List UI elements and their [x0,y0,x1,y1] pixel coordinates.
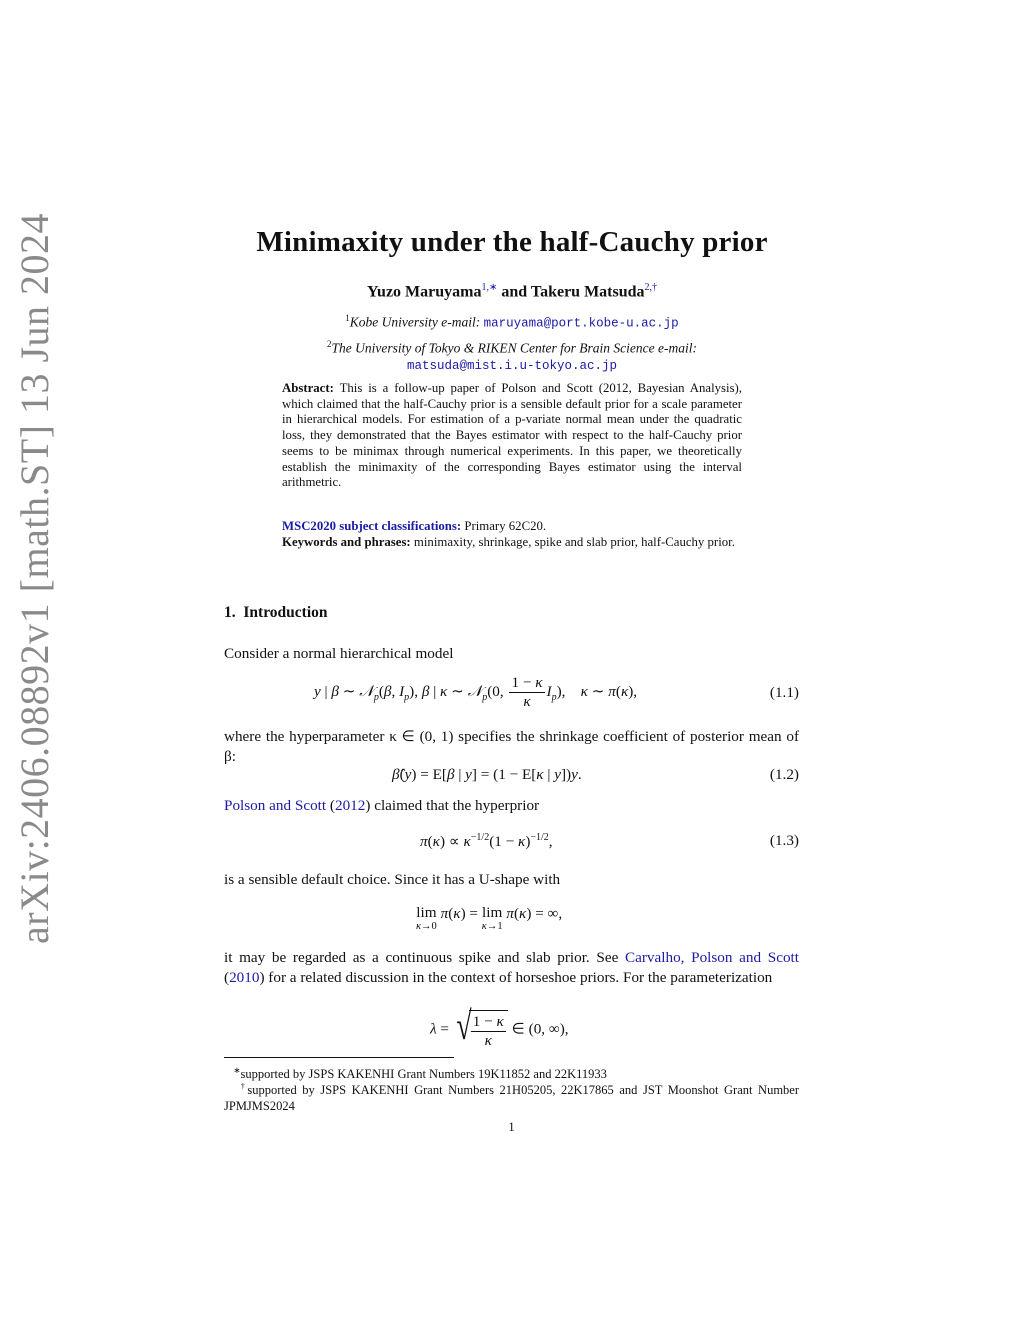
author-1: Yuzo Maruyama [366,283,482,301]
footnote-1-text: supported by JSPS KAKENHI Grant Numbers 19K11852 and 22K11933 [240,1067,607,1082]
section-heading [224,604,328,622]
keywords-value: minimaxity, shrinkage, spike and slab prior, half-Cauchy prior. [413,535,735,549]
equation-1-1-number: (1.1) [769,684,799,701]
affiliation-2-mark: 2 [327,339,332,349]
author-1-marks[interactable]: 1,∗ [481,282,498,293]
equation-lambda-formula: λ = √ $\frac{1 - \kappa}{\kappa}$ ∈ (0, ∞), [430,1003,569,1049]
equation-1-3 [224,832,799,854]
affiliation-1 [250,310,774,332]
affiliation-2-email[interactable]: matsuda@mist.i.u-tokyo.ac.jp [406,358,618,373]
footnote-2 [224,1078,799,1114]
footnote-2-mark: † [240,1081,248,1091]
author-conjunction: and [501,283,528,301]
equation-1-2-formula: β̂(y) = E[β | y] = (1 − E[κ | y])y. [392,766,582,783]
equation-1-1 [224,672,799,718]
equation-limit [224,905,799,939]
affiliation-1-email[interactable]: maruyama@port.kobe-u.ac.jp [483,316,679,331]
paragraph-5: it may be regarded as a continuous spike and slab prior. See Carvalho, Polson and Scott (2010) for a related discussion in the context of horseshoe priors. For the parameterization [224,949,799,986]
paragraph-2: where the hyperparameter κ ∈ (0, 1) specifies the shrinkage coefficient of posterior mean of β: [224,728,799,765]
equation-1-3-number: (1.3) [769,832,799,849]
section-title: Introduction [243,604,328,621]
footnote-2-text: supported by JSPS KAKENHI Grant Numbers 21H05205, 22K17865 and JST Moonshot Grant Number JPMJMS2024 [224,1083,800,1114]
msc-label[interactable]: MSC2020 subject classifications: [282,519,462,533]
affiliation-1-institution: Kobe University e-mail: [349,314,481,330]
equation-1-2 [224,766,799,788]
msc-value: Primary 62C20. [464,519,547,533]
affiliation-1-mark: 1 [345,313,350,323]
equation-lambda [224,1003,799,1054]
affiliation-2 [250,336,774,374]
footnote-1-mark: ∗ [233,1065,241,1075]
paragraph-3-text: claimed that the hyperprior [374,797,540,814]
citation-year-2012[interactable]: 2012 [334,797,366,814]
paper-title: Minimaxity under the half-Cauchy prior [256,226,768,258]
paragraph-5-post: for a related discussion in the context of horseshoe priors. For the parameterization [268,969,773,986]
paragraph-5-pre: it may be regarded as a continuous spike and slab prior. See [224,949,619,966]
author-2: Takeru Matsuda [530,283,645,301]
paragraph-3: Polson and Scott (2012) claimed that the hyperprior [224,797,540,814]
citation-polson-scott[interactable]: Polson and Scott [224,797,327,814]
msc-classification [282,519,742,535]
page-number: 1 [508,1119,515,1134]
paragraph-4: is a sensible default choice. Since it has a U-shape with [224,871,561,888]
equation-limit-formula: lim κ→0 π(κ) = lim κ→1 π(κ) = ∞, [416,904,563,932]
equation-1-1-formula: y | β ∼ 𝒩$_p$(β, $I_p$), β | κ ∼ 𝒩$_p$(0, $\frac{1 - \kappa}{\kappa}$ $I_p$), κ ∼ π(κ), [314,674,638,710]
abstract-text: This is a follow-up paper of Polson and Scott (2012, Bayesian Analysis), which claimed that the half-Cauchy prior is a sensible default prior for a scale parameter in hierarchical models. For estimation of a p-variate normal mean under the quadratic loss, they demonstrated that the Bayes estimator with respect to the half-Cauchy prior seems to be minimax through numerical experiments. In this paper, we theoretically establish the minimaxity of the corresponding Bayes estimator using the interval arithmetric. [282,381,743,490]
footnote-rule [224,1057,454,1058]
affiliation-2-institution: The University of Tokyo & RIKEN Center for Brain Science e-mail: [331,340,697,356]
abstract-label: Abstract: [282,381,334,395]
abstract [282,381,742,491]
author-2-marks[interactable]: 2,† [644,282,658,293]
author-line [150,282,874,301]
equation-1-3-formula: $\pi(\kappa) \propto \kappa^{-1/2}(1 - \kappa)^{-1/2}$, [420,832,553,851]
paragraph-1: Consider a normal hierarchical model [224,645,454,662]
citation-carvalho-polson-scott[interactable]: Carvalho, Polson and Scott [625,949,799,966]
equation-1-2-number: (1.2) [769,766,799,783]
keywords-label: Keywords and phrases: [282,535,411,549]
citation-year-2010[interactable]: 2010 [229,969,260,986]
arxiv-sidebar-stamp: arXiv:2406.08892v1 [math.ST] 13 Jun 2024 [12,212,57,944]
section-number: 1. [224,604,236,621]
keywords [282,535,742,551]
